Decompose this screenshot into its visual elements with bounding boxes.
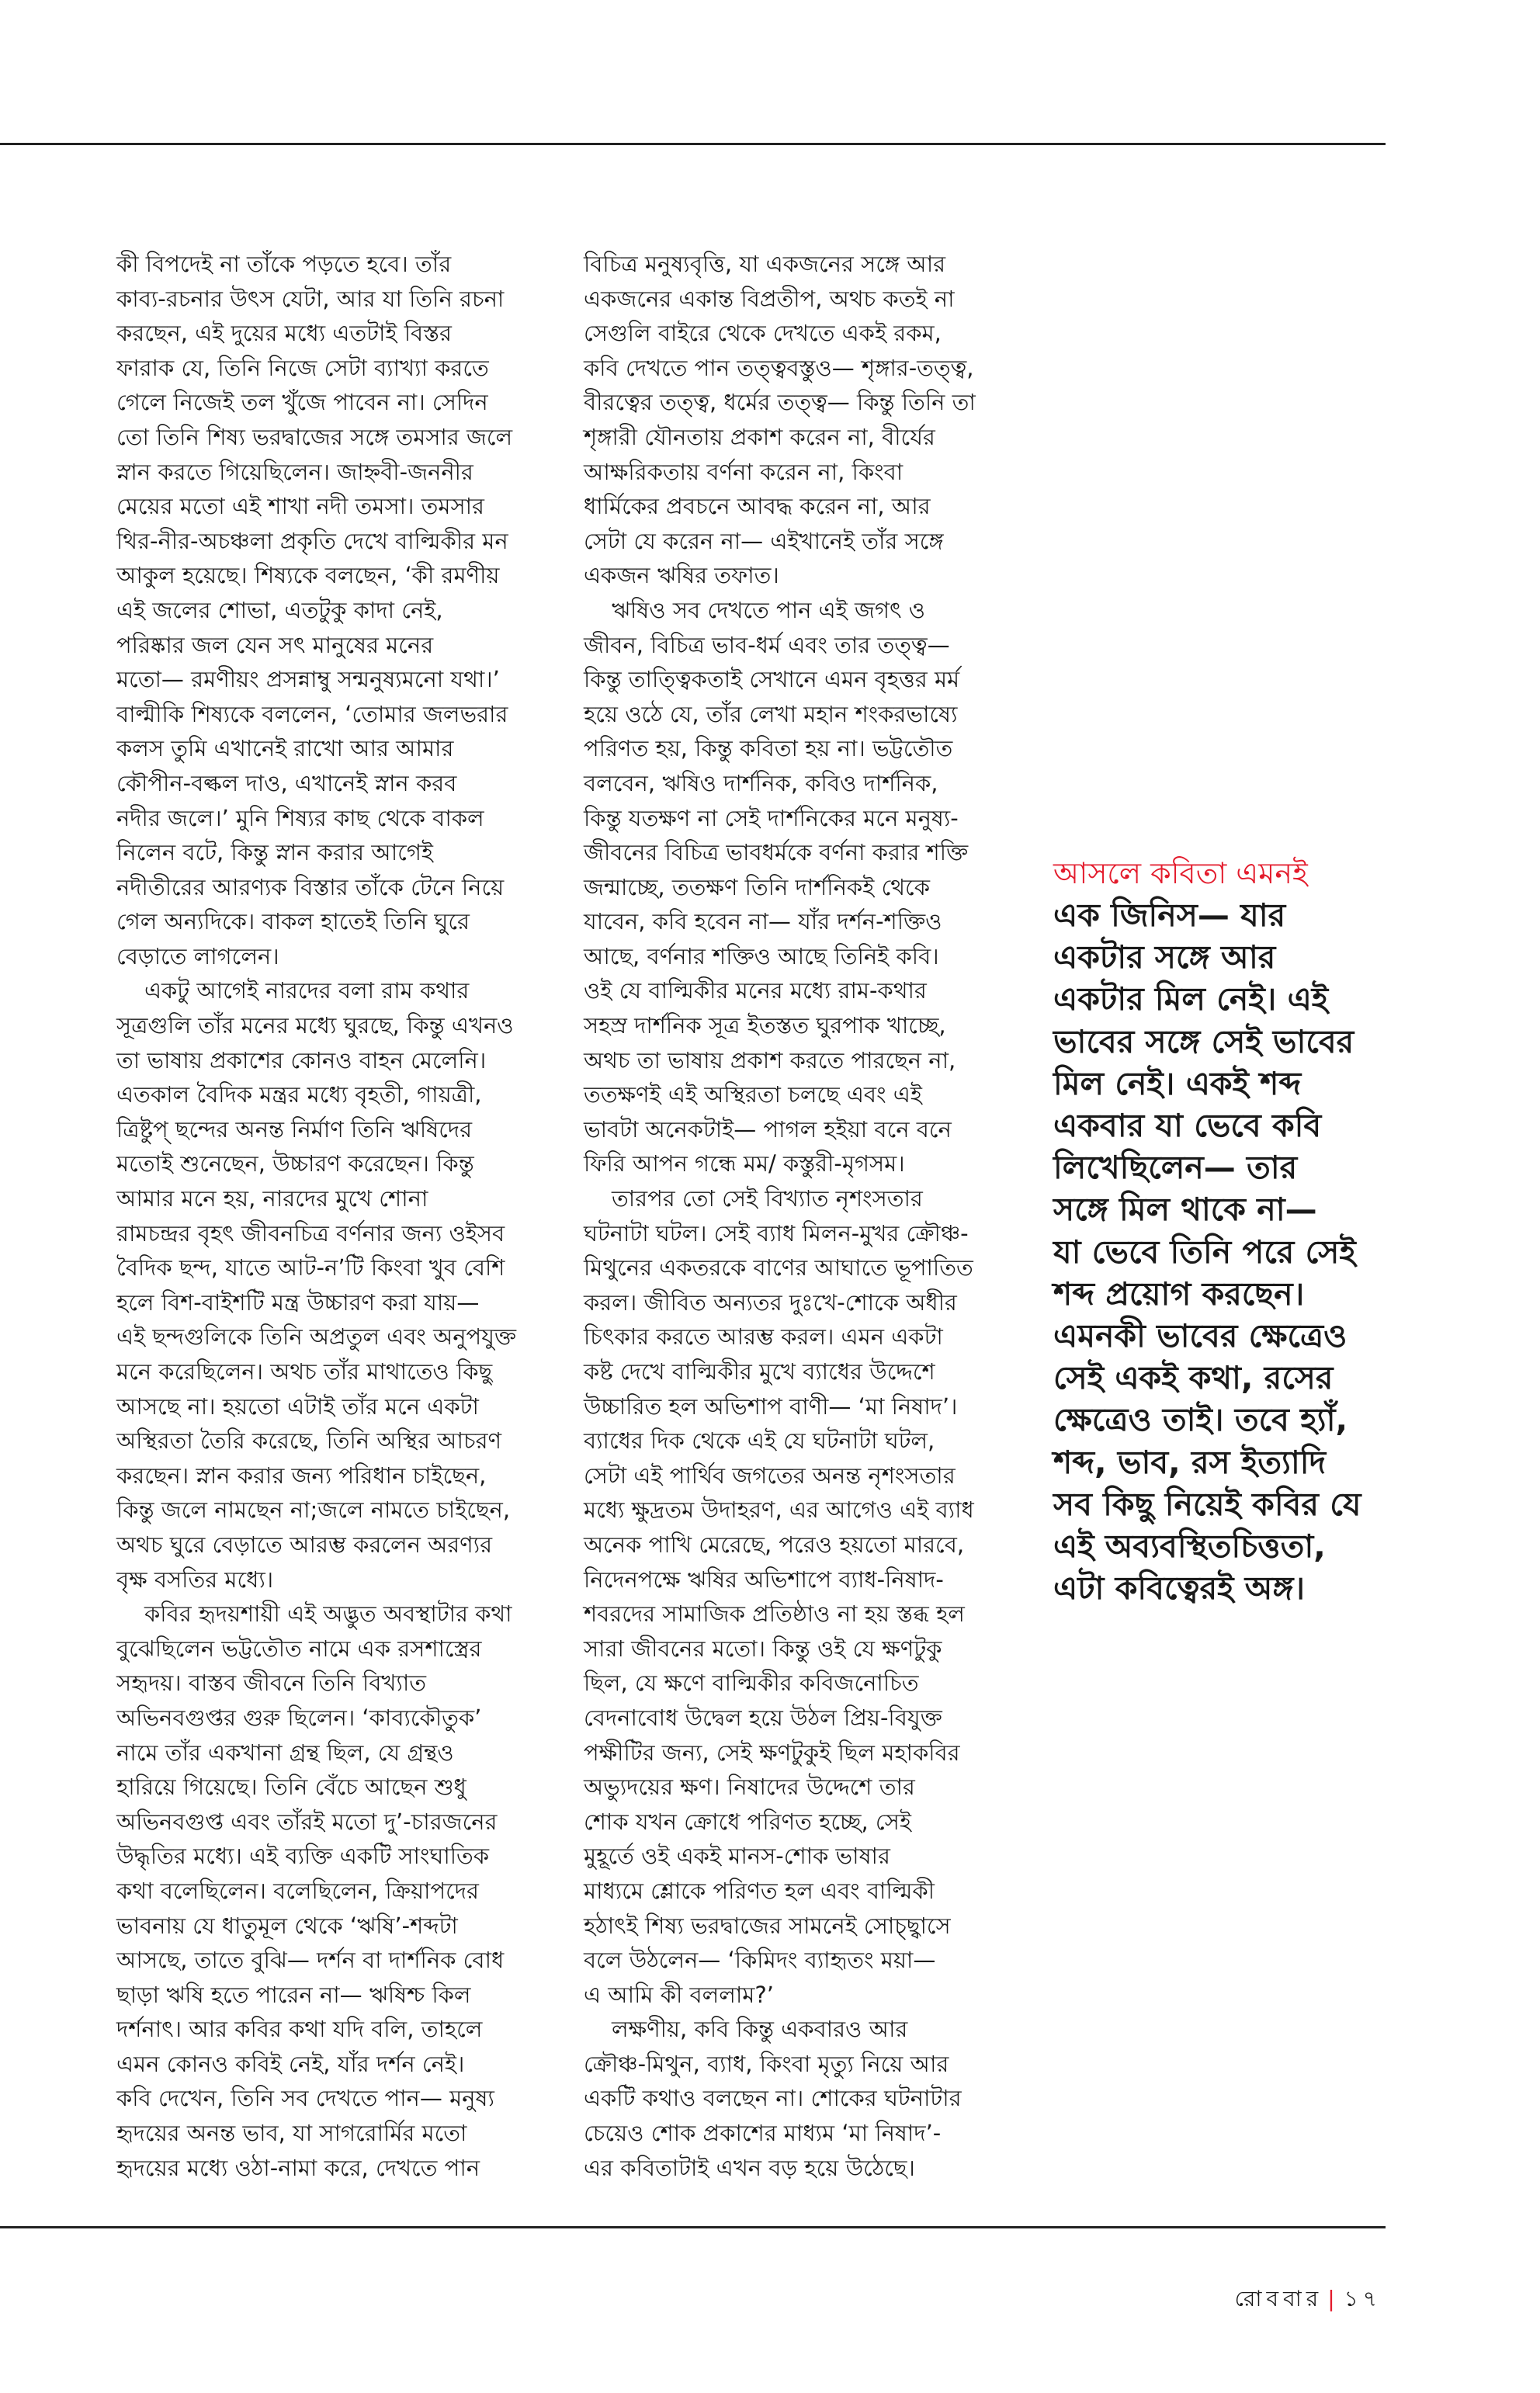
text-line: ঋষিও সব দেখতে পান এই জগৎ ও <box>612 596 926 623</box>
text-line: অভিনবগুপ্তর গুরু ছিলেন। ‘কাব্যকৌতুক’ <box>116 1704 482 1731</box>
text-line: বৈদিক ছন্দ, যাতে আট-ন’টি কিংবা খুব বেশি <box>116 1254 505 1281</box>
text-line: উদ্ধৃতির মধ্যে। এই ব্যক্তি একটি সাংঘাতিক <box>116 1843 490 1870</box>
text-line: আমার মনে হয়, নারদের মুখে শোনা <box>116 1185 428 1212</box>
text-line: পক্ষীটির জন্য, সেই ক্ষণটুকুই ছিল মহাকবির <box>584 1739 960 1766</box>
text-line: আকুল হয়েছে। শিষ্যকে বলছেন, ‘কী রমণীয় <box>116 562 500 589</box>
page-footer <box>1235 2282 1382 2318</box>
text-line: এমন কোনও কবিই নেই, যাঁর দর্শন নেই। <box>116 2050 465 2077</box>
pull-quote-line: এটা কবিত্বেরই অঙ্গ। <box>1053 1569 1306 1607</box>
text-line: তা ভাষায় প্রকাশের কোনও বাহন মেলেনি। <box>116 1046 487 1073</box>
text-line: কলস তুমি এখানেই রাখো আর আমার <box>116 735 454 762</box>
text-line: নিদেনপক্ষে ঋষির অভিশাপে ব্যাধ-নিষাদ- <box>584 1566 944 1593</box>
text-line: ব্যাধের দিক থেকে এই যে ঘটনাটা ঘটল, <box>584 1427 935 1455</box>
text-line: অথচ তা ভাষায় প্রকাশ করতে পারছেন না, <box>584 1046 956 1073</box>
text-line: দর্শনাৎ। আর কবির কথা যদি বলি, তাহলে <box>116 2016 483 2043</box>
text-line: গেল অন্যদিকে। বাকল হাতেই তিনি ঘুরে <box>116 908 470 935</box>
text-line: কিন্তু জলে নামছেন না;জলে নামতে চাইছেন, <box>116 1496 511 1524</box>
text-line: অনেক পাখি মেরেছে, পরেও হয়তো মারবে, <box>584 1531 965 1558</box>
text-line: শবরদের সামাজিক প্রতিষ্ঠাও না হয় স্তব্ধ হল <box>584 1601 965 1628</box>
text-line: এ আমি কী বললাম?’ <box>584 1981 775 2008</box>
pull-quote-line: মিল নেই। একই শব্দ <box>1053 1064 1302 1102</box>
top-rule <box>0 143 1386 145</box>
text-line: ফিরি আপন গন্ধে মম/ কস্তুরী-মৃগসম। <box>584 1150 905 1177</box>
text-line: সেগুলি বাইরে থেকে দেখতে একই রকম, <box>584 320 942 347</box>
text-line: বেড়াতে লাগলেন। <box>116 942 279 969</box>
text-line: বিচিত্র মনুষ্যবৃত্তি, যা একজনের সঙ্গে আর <box>584 251 946 277</box>
text-line: অথচ ঘুরে বেড়াতে আরম্ভ করলেন অরণ্যর <box>116 1531 493 1558</box>
pull-quote-line: শব্দ, ভাব, রস ইত্যাদি <box>1053 1443 1327 1481</box>
text-line: জন্মাচ্ছে, ততক্ষণ তিনি দার্শনিকই থেকে <box>584 873 930 900</box>
text-line: এর কবিতাটাই এখন বড় হয়ে উঠেছে। <box>584 2154 915 2181</box>
paragraph <box>116 1597 551 2185</box>
text-line: হয়ে ওঠে যে, তাঁর লেখা মহান শংকরভাষ্যে <box>584 700 958 727</box>
text-line: মতোই শুনেছেন, উচ্চারণ করেছেন। কিন্তু <box>116 1150 474 1177</box>
text-line: এতকাল বৈদিক মন্ত্রর মধ্যে বৃহতী, গায়ত্রী, <box>116 1081 482 1108</box>
text-line: উচ্চারিত হল অভিশাপ বাণী— ‘মা নিষাদ’। <box>584 1392 958 1420</box>
pull-quote-line: একটার সঙ্গে আর <box>1053 938 1276 976</box>
text-line: নামে তাঁর একখানা গ্রন্থ ছিল, যে গ্রন্থও <box>116 1739 454 1766</box>
text-line: মিথুনের একতরকে বাণের আঘাতে ভূপাতিত <box>584 1254 973 1281</box>
text-line: কী বিপদেই না তাঁকে পড়তে হবে। তাঁর <box>116 251 452 277</box>
pull-quote-line: লিখেছিলেন— তার <box>1053 1149 1298 1187</box>
text-line: বেদনাবোধ উদ্বেল হয়ে উঠল প্রিয়-বিযুক্ত <box>584 1704 942 1731</box>
text-line: মধ্যে ক্ষুদ্রতম উদাহরণ, এর আগেও এই ব্যাধ <box>584 1496 974 1524</box>
text-line: সেটা এই পার্থিব জগতের অনন্ত নৃশংসতার <box>584 1462 956 1489</box>
pull-quote-line: যা ভেবে তিনি পরে সেই <box>1053 1233 1356 1271</box>
text-line: ততক্ষণই এই অস্থিরতা চলছে এবং এই <box>584 1081 922 1108</box>
text-line: ছিল, যে ক্ষণে বাল্মিকীর কবিজনোচিত <box>584 1670 919 1697</box>
text-line: বীরত্বের তত্ত্ব, ধর্মের তত্ত্ব— কিন্তু তিনি তা <box>584 389 976 416</box>
page-number: ১৭ <box>1344 2286 1382 2311</box>
text-line: কবির হৃদয়শায়ী এই অদ্ভুত অবস্থাটার কথা <box>144 1601 512 1628</box>
text-line: ভাবটা অনেকটাই— পাগল হইয়া বনে বনে <box>584 1115 952 1143</box>
text-line: মেয়ের মতো এই শাখা নদী তমসা। তমসার <box>116 493 484 520</box>
text-line: মুহূর্তে ওই একই মানস-শোক ভাষার <box>584 1843 890 1870</box>
text-line: কিন্তু যতক্ষণ না সেই দার্শনিকের মনে মনুষ্য- <box>584 804 959 831</box>
text-line: হৃদয়ের মধ্যে ওঠা-নামা করে, দেখতে পান <box>116 2154 480 2181</box>
pull-quote-line: সব কিছু নিয়েই কবির যে <box>1053 1485 1361 1523</box>
text-line: রামচন্দ্রর বৃহৎ জীবনচিত্র বর্ণনার জন্য ওইসব <box>116 1219 505 1247</box>
text-line: আসছে না। হয়তো এটাই তাঁর মনে একটা <box>116 1392 479 1420</box>
paragraph <box>584 247 980 593</box>
article-column-2 <box>584 247 980 2185</box>
text-line: বলবেন, ঋষিও দার্শনিক, কবিও দার্শনিক, <box>584 769 938 796</box>
text-line: হঠাৎই শিষ্য ভরদ্বাজের সামনেই সোচ্ছ্বাসে <box>584 1912 951 1939</box>
text-line: হারিয়ে গিয়েছে। তিনি বেঁচে আছেন শুধু <box>116 1774 467 1801</box>
text-line: মাধ্যমে শ্লোকে পরিণত হল এবং বাল্মিকী <box>584 1877 935 1904</box>
text-line: চিৎকার করতে আরম্ভ করল। এমন একটা <box>584 1323 943 1351</box>
text-line: ওই যে বাল্মিকীর মনের মধ্যে রাম-কথার <box>584 977 927 1004</box>
text-line: একটি কথাও বলছেন না। শোকের ঘটনাটার <box>584 2085 962 2112</box>
text-line: পরিষ্কার জল যেন সৎ মানুষের মনের <box>116 631 434 658</box>
text-line: চেয়েও শোক প্রকাশের মাধ্যম ‘মা নিষাদ’- <box>584 2120 942 2147</box>
paragraph <box>584 2012 980 2185</box>
pull-quote-line: ক্ষেত্রেও তাই। তবে হ্যাঁ, <box>1053 1401 1348 1439</box>
pull-quote <box>1053 852 1395 1609</box>
text-line: সেটা যে করেন না— এইখানেই তাঁর সঙ্গে <box>584 527 944 554</box>
text-line: কথা বলেছিলেন। বলেছিলেন, ক্রিয়াপদের <box>116 1877 479 1904</box>
bottom-rule <box>0 2226 1386 2228</box>
text-line: সহস্র দার্শনিক সূত্র ইতস্তত ঘুরপাক খাচ্ছে, <box>584 1012 946 1039</box>
pull-quote-line: এই অব্যবস্থিতচিত্ততা, <box>1053 1528 1326 1566</box>
text-line: ধার্মিকের প্রবচনে আবদ্ধ করেন না, আর <box>584 493 931 520</box>
text-line: এই জলের শোভা, এতটুকু কাদা নেই, <box>116 596 443 623</box>
pull-quote-line: সেই একই কথা, রসের <box>1053 1359 1334 1397</box>
text-line: কষ্ট দেখে বাল্মিকীর মুখে ব্যাধের উদ্দেশে <box>584 1358 935 1385</box>
magazine-name: রোববার <box>1234 2286 1323 2311</box>
pull-quote-line: এমনকী ভাবের ক্ষেত্রেও <box>1053 1317 1348 1355</box>
text-line: মতো— রমণীয়ং প্রসন্নাম্বু সন্মনুষ্যমনো যথা।’ <box>116 666 500 693</box>
text-line: লক্ষণীয়, কবি কিন্তু একবারও আর <box>612 2016 908 2043</box>
pull-quote-line: ভাবের সঙ্গে সেই ভাবের <box>1053 1022 1354 1060</box>
text-line: তারপর তো সেই বিখ্যাত নৃশংসতার <box>612 1185 923 1212</box>
pull-quote-heading: আসলে কবিতা এমনই <box>1053 856 1308 890</box>
text-line: এই ছন্দগুলিকে তিনি অপ্রতুল এবং অনুপযুক্ত <box>116 1323 517 1351</box>
text-line: ঘটনাটা ঘটল। সেই ব্যাধ মিলন-মুখর ক্রৌঞ্চ- <box>584 1219 969 1247</box>
text-line: নিলেন বটে, কিন্তু স্নান করার আগেই <box>116 839 433 866</box>
text-line: হৃদয়ের অনন্ত ভাব, যা সাগরোর্মির মতো <box>116 2120 467 2147</box>
text-line: কবি দেখতে পান তত্ত্ববস্তুও— শৃঙ্গার-তত্ত্ব, <box>584 354 974 381</box>
text-line: একটু আগেই নারদের বলা রাম কথার <box>144 977 470 1004</box>
text-line: বাল্মীকি শিষ্যকে বললেন, ‘তোমার জলভরার <box>116 700 508 727</box>
pull-quote-line: সঙ্গে মিল থাকে না— <box>1053 1191 1317 1229</box>
text-line: অভ্যুদয়ের ক্ষণ। নিষাদের উদ্দেশে তার <box>584 1774 915 1801</box>
text-line: জীবন, বিচিত্র ভাব-ধর্ম এবং তার তত্ত্ব— <box>584 631 950 658</box>
pull-quote-line: একবার যা ভেবে কবি <box>1053 1107 1322 1145</box>
text-line: জীবনের বিচিত্র ভাবধর্মকে বর্ণনা করার শক্তি <box>584 839 969 866</box>
text-line: কিন্তু তাত্ত্বিকতাই সেখানে এমন বৃহত্তর মর্ম <box>584 666 960 693</box>
text-line: একজন ঋষির তফাত। <box>584 562 779 589</box>
text-line: তো তিনি শিষ্য ভরদ্বাজের সঙ্গে তমসার জলে <box>116 423 513 450</box>
paragraph <box>584 1181 980 2012</box>
text-line: ছাড়া ঋষি হতে পারেন না— ঋষিশ্চ কিল <box>116 1981 471 2008</box>
text-line: সহৃদয়। বাস্তব জীবনে তিনি বিখ্যাত <box>116 1670 427 1697</box>
text-line: কাব্য-রচনার উৎস যেটা, আর যা তিনি রচনা <box>116 285 505 312</box>
text-line: বলে উঠলেন— ‘কিমিদং ব্যাহৃতং ময়া— <box>584 1947 936 1974</box>
text-line: অভিনবগুপ্ত এবং তাঁরই মতো দু’-চারজনের <box>116 1808 498 1835</box>
text-line: কৌপীন-বল্কল দাও, এখানেই স্নান করব <box>116 769 457 796</box>
text-line: ত্রিষ্টুপ্ ছন্দের অনন্ত নির্মাণ তিনি ঋষিদের <box>116 1115 473 1143</box>
text-line: আসছে, তাতে বুঝি— দর্শন বা দার্শনিক বোধ <box>116 1947 505 1974</box>
pull-quote-body <box>1053 894 1395 1609</box>
text-line: গেলে নিজেই তল খুঁজে পাবেন না। সেদিন <box>116 389 488 416</box>
text-line: বৃক্ষ বসতির মধ্যে। <box>116 1566 274 1593</box>
text-line: শৃঙ্গারী যৌনতায় প্রকাশ করেন না, বীর্যের <box>584 423 935 450</box>
footer-separator: | <box>1327 2286 1340 2311</box>
text-line: স্নান করতে গিয়েছিলেন। জাহ্নবী-জননীর <box>116 458 473 485</box>
text-line: করছেন। স্নান করার জন্য পরিধান চাইছেন, <box>116 1462 487 1489</box>
text-line: সূত্রগুলি তাঁর মনের মধ্যে ঘুরছে, কিন্তু এখনও <box>116 1012 514 1039</box>
text-line: ভাবনায় যে ধাতুমূল থেকে ‘ঋষি’-শব্দটা <box>116 1912 458 1939</box>
paragraph <box>584 593 980 1181</box>
text-line: থির-নীর-অচঞ্চলা প্রকৃতি দেখে বাল্মিকীর মন <box>116 527 508 554</box>
paragraph <box>116 973 551 1597</box>
paragraph <box>116 247 551 973</box>
text-line: পরিণত হয়, কিন্তু কবিতা হয় না। ভট্টতৌত <box>584 735 953 762</box>
pull-quote-line: শব্দ প্রয়োগ করছেন। <box>1053 1275 1305 1313</box>
text-line: ফারাক যে, তিনি নিজে সেটা ব্যাখ্যা করতে <box>116 354 489 381</box>
text-line: আক্ষরিকতায় বর্ণনা করেন না, কিংবা <box>584 458 904 485</box>
pull-quote-line: এক জিনিস— যার <box>1053 897 1286 934</box>
text-line: শোক যখন ক্রোধে পরিণত হচ্ছে, সেই <box>584 1808 911 1835</box>
article-column-1 <box>116 247 551 2185</box>
text-line: মনে করেছিলেন। অথচ তাঁর মাথাতেও কিছু <box>116 1358 493 1385</box>
text-line: আছে, বর্ণনার শক্তিও আছে তিনিই কবি। <box>584 942 939 969</box>
text-line: হলে বিশ-বাইশটি মন্ত্র উচ্চারণ করা যায়— <box>116 1288 480 1316</box>
text-line: অস্থিরতা তৈরি করেছে, তিনি অস্থির আচরণ <box>116 1427 502 1455</box>
text-line: সারা জীবনের মতো। কিন্তু ওই যে ক্ষণটুকু <box>584 1635 942 1662</box>
text-line: করল। জীবিত অন্যতর দুঃখে-শোকে অধীর <box>584 1288 957 1316</box>
text-line: যাবেন, কবি হবেন না— যাঁর দর্শন-শক্তিও <box>584 908 942 935</box>
pull-quote-line: একটার মিল নেই। এই <box>1053 980 1329 1018</box>
text-line: কবি দেখেন, তিনি সব দেখতে পান— মনুষ্য <box>116 2085 494 2112</box>
text-line: একজনের একান্ত বিপ্রতীপ, অথচ কতই না <box>584 285 955 312</box>
text-line: করছেন, এই দুয়ের মধ্যে এতটাই বিস্তর <box>116 320 452 347</box>
text-line: নদীর জলে।’ মুনি শিষ্যর কাছ থেকে বাকল <box>116 804 484 831</box>
text-line: নদীতীরের আরণ্যক বিস্তার তাঁকে টেনে নিয়ে <box>116 873 505 900</box>
text-line: বুঝেছিলেন ভট্টতৌত নামে এক রসশাস্ত্রের <box>116 1635 482 1662</box>
text-line: ক্রৌঞ্চ-মিথুন, ব্যাধ, কিংবা মৃত্যু নিয়ে আর <box>584 2050 949 2077</box>
